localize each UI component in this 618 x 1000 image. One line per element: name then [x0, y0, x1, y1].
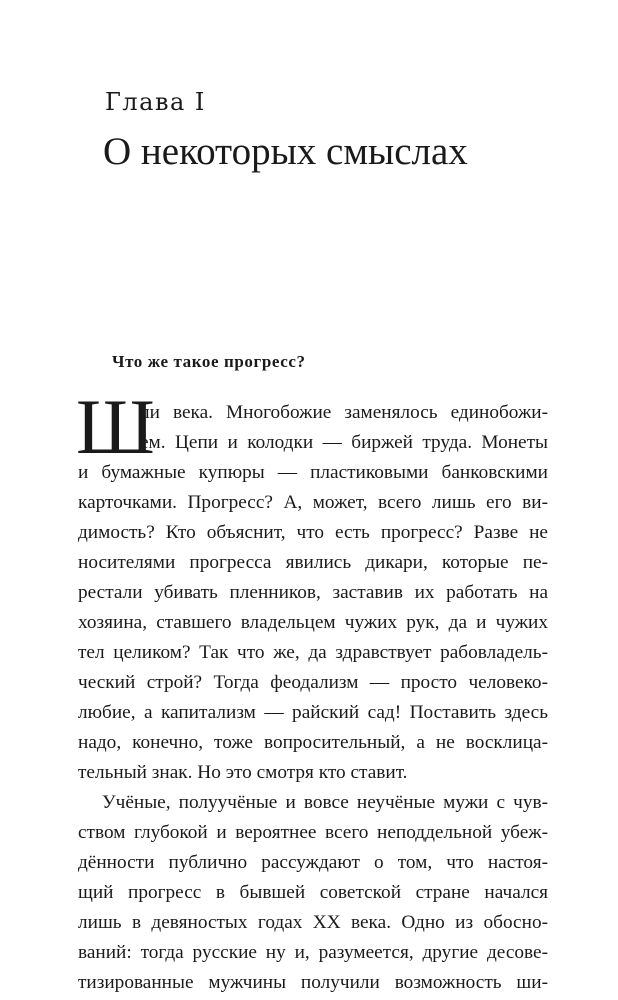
text-line: карточками. Прогресс? А, может, всего лишь его ви-	[78, 492, 548, 513]
text-line: ем. Цепи и колодки — биржей труда. Монеты	[140, 432, 548, 453]
text-line: хозяина, ставшего владельцем чужих рук, да и чужих	[78, 612, 548, 633]
text-line: ваний: тогда русские ну и, разумеется, другие десове-	[78, 942, 548, 963]
chapter-title: О некоторых смыслах	[103, 130, 468, 173]
drop-cap: Ш	[76, 383, 155, 470]
text-line: Учёные, полуучёные и вовсе неучёные мужи с чув-	[102, 792, 548, 813]
text-line: и бумажные купюры — пластиковыми банковскими	[78, 462, 548, 483]
text-line: носителями прогресса явились дикари, которые пе-	[78, 552, 548, 573]
text-line: ством глубокой и вероятнее всего неподдельной убеж-	[78, 822, 548, 843]
text-line: любие, а капитализм — райский сад! Поставить здесь	[78, 702, 548, 723]
text-line: тельный знак. Но это смотря кто ставит.	[78, 762, 408, 783]
text-line: ли века. Многобожие заменялось единобожи-	[140, 402, 548, 423]
body-text	[78, 398, 548, 998]
chapter-label: Глава I	[105, 88, 206, 116]
text-line: рестали убивать пленников, заставив их работать на	[78, 582, 548, 603]
text-line: дённости публично рассуждают о том, что настоя-	[78, 852, 548, 873]
text-line: надо, конечно, тоже вопросительный, а не восклица-	[78, 732, 548, 753]
text-line: щий прогресс в бывшей советской стране начался	[78, 882, 548, 903]
text-line: тел целиком? Так что же, да здравствует рабовладель-	[78, 642, 548, 663]
text-line: димость? Кто объяснит, что есть прогресс? Разве не	[78, 522, 548, 543]
text-line: лишь в девяностых годах XX века. Одно из обосно-	[78, 912, 548, 933]
section-heading: Что же такое прогресс?	[112, 352, 306, 371]
text-line: ческий строй? Тогда феодализм — просто человеко-	[78, 672, 548, 693]
text-line: тизированные мужчины получили возможность ши-	[78, 972, 548, 993]
